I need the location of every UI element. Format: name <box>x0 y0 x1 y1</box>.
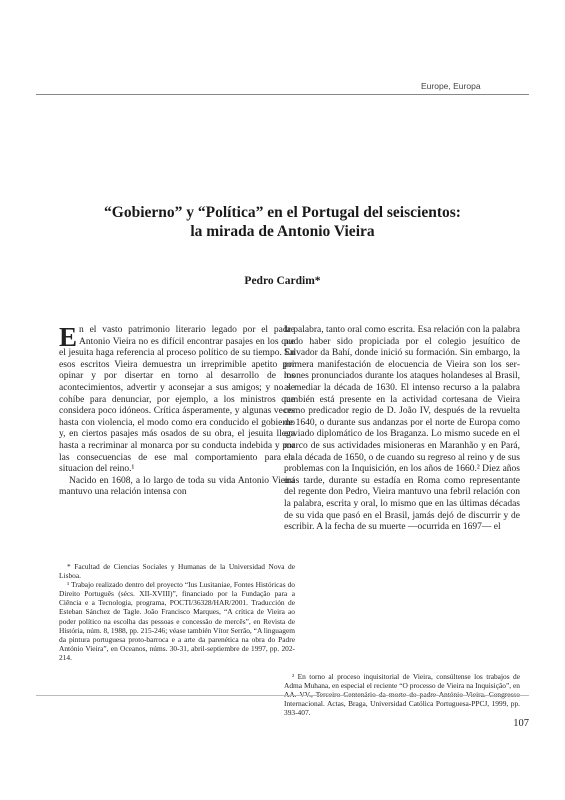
paragraph-1 <box>59 322 295 476</box>
paragraph-2: Nacido en 1608, a lo largo de toda su vida Antonio Vieira mantuvo una relación intensa con <box>59 475 295 498</box>
running-head: Europe, Europa <box>421 81 481 91</box>
dropcap: E <box>59 322 78 352</box>
footnote-1: ¹ Trabajo realizado dentro del proyecto “Ius Lusitaniae, Fontes Históricas do Direito Português (sécs. XII-XVIII)”, financiado por la Fundação para a Ciência e a Tecnologia, programa, POCTI/36328/HAR/2001. Traducción de Esteban Sánchez de Tagle. João Francisco Marques, “A crítica de Vieira ao poder político na escolha das pessoas e concessão de mercês”, en Revista de História, núm. 8, 1988, pp. 215-246; véase también Vítor Serrão, “A linguagem da pintura portuguesa proto-barroca e a arte da parenética na obra do Padre António Vieira”, en Oceanos, núms. 30-31, abril-septiembre de 1997, pp. 202-214. <box>59 580 295 662</box>
header-rule <box>36 94 529 95</box>
title-line-2: la mirada de Antonio Vieira <box>190 223 375 240</box>
author-name: Pedro Cardim* <box>244 275 321 287</box>
title-line-1: “Gobierno” y “Política” en el Portugal del seiscientos: <box>104 204 461 221</box>
footnote-affiliation: * Facultad de Ciencias Sociales y Humanas de la Universidad Nova de Lisboa. <box>59 562 295 581</box>
footnotes-left <box>59 562 295 662</box>
paragraph-1-text: n el vasto patrimonio literario legado por el padre Antonio Vieira no es difícil encontrar pasajes en los que el jesuita haga referencia al proceso político de su tiempo. En esos escritos Vieira demuestra un irreprimible apetito por opinar y por disertar en torno al desarrollo de los acontecimientos, advertir y aconsejar a sus amigos; y no se cohíbe para denunciar, por ejemplo, a los ministros que considera poco idóneos. Crítica ásperamente, y algunas veces hasta con violencia, el modo como era conducido el gobierno y, en ciertos pasajes más osados de su obra, el jesuita llega hasta a recriminar al monarca por su conducta indebida y por las consecuencias de ese mal comportamiento para la situacion del reino.¹ <box>59 325 295 475</box>
page-number: 107 <box>513 718 529 729</box>
article-title <box>36 203 529 241</box>
footer-rule <box>36 695 529 696</box>
body-column-left <box>59 322 295 499</box>
footnote-2: ² En torno al proceso inquisitorial de Vieira, consúltense los trabajos de Adma Muhana, en especial el reciente “O processo de Vieira na Inquisição”, en Internacional. Actas, Braga, Universidad Católica Portuguesa-PPCJ, 1999, pp. 393-407. <box>284 672 520 718</box>
body-column-right <box>284 325 520 534</box>
paragraph-3: la palabra, tanto oral como escrita. Esa relación con la palabra pudo haber sido propiciada por el colegio jesuítico de Salvador da Bahí, donde inició su formación. Sin embargo, la primera manifestación de elocuencia de Vieira son los sermones pronunciados durante los ataques holandeses al Brasil, al mediar la década de 1630. El intenso recurso a la palabra también está presente en la actividad cortesana de Vieira como predicador regio de D. João IV, después de la revuelta de 1640, o durante sus andanzas por el norte de Europa como enviado diplomático de los Braganza. Lo mismo sucede en el marco de sus actividades misioneras en Maranhão y en Pará, en la década de 1650, o de cuando su regreso al reino y de sus problemas con la Inquisición, en los años de 1660.² Diez años más tarde, durante su estadía en Roma como representante del regente don Pedro, Vieira mantuvo una febril relación con la palabra, escrita y oral, lo mismo que en las últimas décadas de su vida que pasó en el Brasil, jamás dejó de discurrir y de escribir. A la fecha de su muerte —ocurrida en 1697— el <box>284 325 520 533</box>
